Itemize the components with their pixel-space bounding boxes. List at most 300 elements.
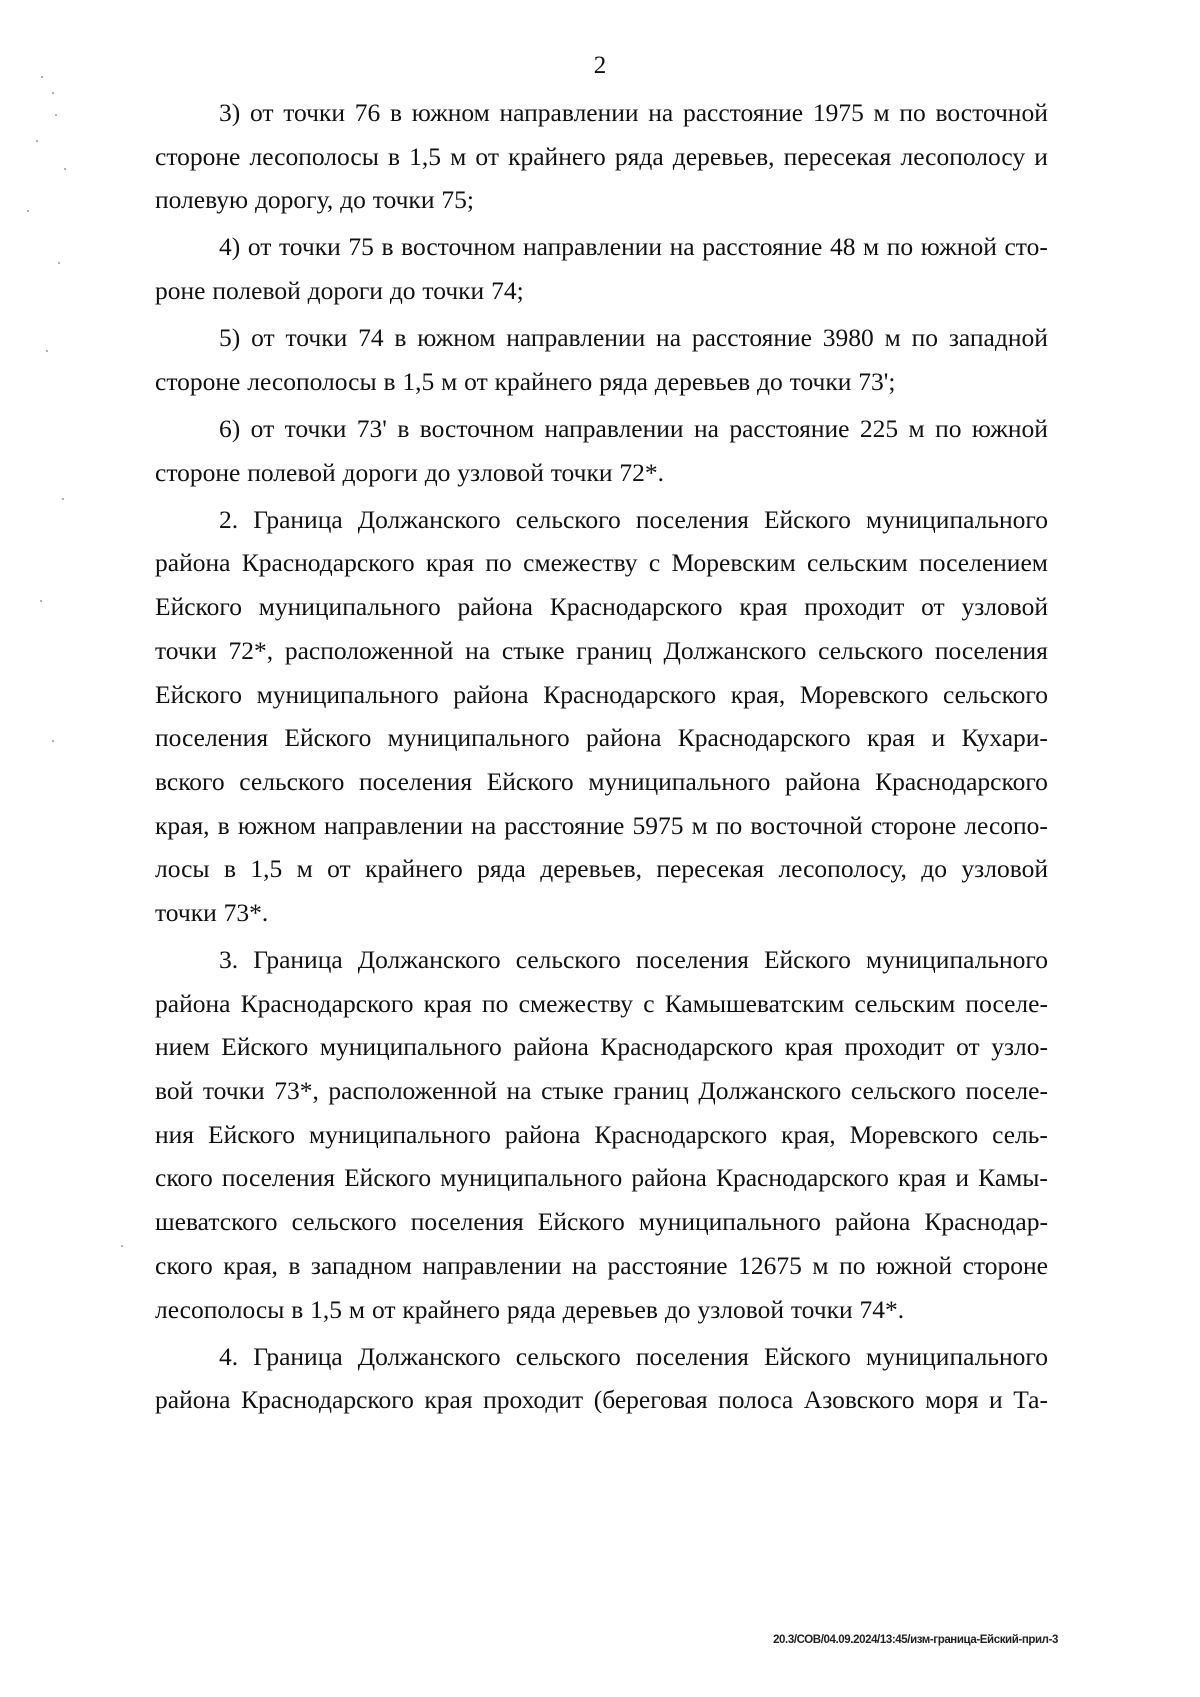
word: района bbox=[155, 1385, 231, 1415]
word: пересекая bbox=[656, 854, 765, 884]
word: края bbox=[423, 988, 472, 1018]
word: 48 bbox=[829, 232, 856, 262]
word: края, bbox=[781, 1119, 836, 1149]
word: направлении bbox=[422, 1250, 562, 1280]
word: лесополосу bbox=[900, 141, 1026, 171]
word: границ bbox=[576, 635, 652, 665]
word: Должанского bbox=[357, 1341, 501, 1371]
word: южной bbox=[875, 1250, 953, 1280]
word: м bbox=[812, 1250, 829, 1280]
word: 1,5 bbox=[402, 366, 435, 396]
word: границ bbox=[613, 1076, 689, 1106]
word: точки bbox=[790, 1294, 853, 1324]
word: края, bbox=[730, 679, 786, 709]
word: муниципального bbox=[387, 723, 570, 753]
text-line bbox=[155, 225, 1048, 269]
word: проходит bbox=[483, 1385, 584, 1415]
word: от bbox=[921, 592, 945, 622]
word: смежеству bbox=[523, 548, 638, 578]
word: точки bbox=[789, 366, 852, 396]
word: ряда bbox=[614, 141, 664, 171]
word: поселе- bbox=[965, 988, 1048, 1018]
scan-speck bbox=[64, 168, 66, 170]
word: до bbox=[389, 276, 416, 306]
word: узловой bbox=[961, 854, 1048, 884]
word: муниципального bbox=[440, 1163, 623, 1193]
word: точки bbox=[285, 323, 348, 353]
word: моря bbox=[925, 1385, 979, 1415]
word: в bbox=[223, 854, 236, 884]
word: Камы- bbox=[978, 1163, 1048, 1193]
word: Должанского bbox=[663, 635, 807, 665]
word: южном bbox=[237, 810, 316, 840]
word: восточной bbox=[935, 98, 1048, 127]
word: м bbox=[441, 366, 458, 396]
scan-speck bbox=[55, 114, 57, 116]
word: 3. bbox=[219, 945, 239, 975]
scan-speck bbox=[58, 262, 60, 264]
word: поселения bbox=[359, 766, 473, 796]
word: точки bbox=[372, 185, 435, 215]
word: сельского bbox=[942, 679, 1048, 709]
word: края, bbox=[155, 810, 210, 840]
word: Кухари- bbox=[961, 723, 1048, 753]
word: сельского bbox=[239, 766, 345, 796]
word: и bbox=[1034, 141, 1048, 171]
word: 4. bbox=[219, 1341, 239, 1371]
page-number: 2 bbox=[593, 52, 607, 79]
word: южной bbox=[971, 413, 1048, 443]
word: 73*, bbox=[274, 1076, 319, 1106]
word: в bbox=[387, 141, 401, 171]
word: Краснодар- bbox=[924, 1207, 1048, 1237]
word: сельским bbox=[854, 988, 956, 1018]
word: м bbox=[863, 232, 880, 262]
word: сельского bbox=[291, 1207, 397, 1237]
word: лесополосы bbox=[155, 1294, 285, 1324]
text-line bbox=[155, 891, 1048, 935]
word: расположенной bbox=[284, 635, 454, 665]
word: стороне bbox=[155, 141, 241, 171]
word: м bbox=[691, 810, 708, 840]
word: Краснодарского bbox=[600, 1032, 774, 1062]
word: 2. bbox=[219, 504, 239, 534]
word: в bbox=[381, 232, 394, 262]
word: в bbox=[383, 366, 396, 396]
word: направлении bbox=[506, 323, 646, 353]
word: Ейского bbox=[284, 723, 372, 753]
word: на bbox=[693, 413, 719, 443]
word: лесополосы bbox=[249, 141, 379, 171]
word: муниципального bbox=[638, 1207, 821, 1237]
word: узловой bbox=[961, 592, 1048, 622]
text-line bbox=[155, 498, 1048, 542]
word: края, bbox=[223, 1250, 278, 1280]
word: до bbox=[664, 1294, 691, 1324]
word: стороне bbox=[962, 1250, 1048, 1280]
word: поселением bbox=[919, 548, 1048, 578]
word: сельского bbox=[850, 1076, 956, 1106]
word: сельского bbox=[515, 504, 621, 534]
word: и bbox=[955, 1163, 969, 1193]
word: поселения bbox=[410, 1207, 524, 1237]
word: от bbox=[247, 232, 272, 262]
word: сельским bbox=[807, 548, 908, 578]
word: 75; bbox=[441, 185, 474, 215]
word: поселения bbox=[934, 635, 1048, 665]
word: в bbox=[389, 98, 402, 127]
word: сто- bbox=[1004, 232, 1048, 262]
word: 73' bbox=[356, 413, 387, 443]
word: края bbox=[784, 1032, 833, 1062]
word: Граница bbox=[253, 1341, 343, 1371]
word: проходит bbox=[804, 592, 905, 622]
word: вой bbox=[155, 1076, 194, 1106]
word: ряда bbox=[477, 854, 526, 884]
word: точки bbox=[155, 635, 217, 665]
word: направлении bbox=[499, 98, 639, 127]
word: расположенной bbox=[328, 1076, 497, 1106]
word: расстояние bbox=[682, 98, 804, 127]
word: поселения bbox=[635, 504, 749, 534]
word: Ейского bbox=[221, 1032, 309, 1062]
word: по bbox=[485, 548, 512, 578]
word: ского bbox=[155, 1163, 213, 1193]
text-line bbox=[155, 1244, 1048, 1288]
scan-speck bbox=[52, 92, 54, 94]
text-line bbox=[155, 847, 1048, 891]
text-line bbox=[155, 1288, 1048, 1332]
word: до bbox=[424, 457, 451, 487]
word: направлении bbox=[324, 810, 464, 840]
word: ряда bbox=[599, 366, 648, 396]
word: м bbox=[348, 1294, 366, 1324]
word: крайнего bbox=[365, 854, 463, 884]
word: на bbox=[465, 635, 491, 665]
word: лесополосы bbox=[247, 366, 377, 396]
word: Краснодарского bbox=[715, 1163, 889, 1193]
word: Ейского bbox=[537, 1207, 625, 1237]
word: деревьев, bbox=[672, 141, 775, 171]
word: Моревского bbox=[799, 679, 929, 709]
text-line bbox=[155, 760, 1048, 804]
scan-speck bbox=[46, 350, 48, 352]
word: поселения bbox=[221, 1163, 335, 1193]
word: западной bbox=[948, 323, 1048, 353]
word: м bbox=[908, 413, 925, 443]
word: стороне bbox=[155, 366, 241, 396]
word: деревьев, bbox=[540, 854, 643, 884]
word: 75 bbox=[348, 232, 374, 262]
word: стыке bbox=[501, 635, 565, 665]
word: роне bbox=[155, 276, 206, 306]
word: в bbox=[291, 1294, 304, 1324]
word: на bbox=[471, 810, 497, 840]
word: дорогу, bbox=[254, 185, 334, 215]
word: по bbox=[935, 413, 962, 443]
word: расстояние bbox=[729, 413, 850, 443]
word: деревьев bbox=[654, 366, 751, 396]
word: от bbox=[956, 1032, 980, 1062]
word: стороне bbox=[155, 457, 241, 487]
word: пересекая bbox=[783, 141, 892, 171]
word: полевой bbox=[212, 276, 301, 306]
document-body bbox=[155, 91, 1048, 1422]
word: поселе- bbox=[965, 1076, 1048, 1106]
word: расстояние bbox=[504, 810, 625, 840]
text-line bbox=[155, 269, 1048, 313]
word: сель- bbox=[992, 1119, 1048, 1149]
word: шеватского bbox=[155, 1207, 278, 1237]
word: точки bbox=[155, 897, 217, 927]
word: расстояние bbox=[607, 1250, 728, 1280]
word: Краснодарского bbox=[677, 723, 851, 753]
word: Ейского bbox=[208, 1119, 295, 1149]
word: поселения bbox=[635, 1341, 749, 1371]
word: по bbox=[911, 323, 938, 353]
word: на bbox=[656, 323, 682, 353]
word: с bbox=[648, 548, 661, 578]
text-line bbox=[155, 673, 1048, 717]
word: Ейского bbox=[763, 1341, 851, 1371]
word: деревьев bbox=[562, 1294, 658, 1324]
word: и bbox=[988, 1385, 1003, 1415]
word: района bbox=[457, 592, 533, 622]
word: крайнего bbox=[494, 366, 593, 396]
word: района bbox=[784, 766, 861, 796]
word: ского bbox=[155, 1250, 213, 1280]
word: 1975 bbox=[812, 98, 864, 127]
word: 1,5 bbox=[250, 854, 283, 884]
word: м bbox=[873, 98, 890, 127]
word: 225 bbox=[859, 413, 899, 443]
word: края bbox=[897, 1163, 947, 1193]
word: Должанского bbox=[698, 1076, 842, 1106]
word: дороги bbox=[307, 276, 383, 306]
word: и bbox=[931, 723, 946, 753]
word: района bbox=[155, 548, 231, 578]
word: ряда bbox=[506, 1294, 556, 1324]
word: от bbox=[249, 98, 274, 127]
word: на bbox=[506, 1076, 532, 1106]
text-line bbox=[155, 1200, 1048, 1244]
text-line bbox=[155, 135, 1048, 179]
word: муниципального bbox=[319, 1032, 502, 1062]
document-footer-code: 20.3/СОВ/04.09.2024/13:45/изм-граница-Ейский-прил-3 bbox=[773, 1634, 1058, 1646]
text-line bbox=[155, 1335, 1048, 1379]
word: в bbox=[217, 810, 230, 840]
scan-speck bbox=[36, 140, 38, 142]
word: района bbox=[513, 1032, 589, 1062]
text-line bbox=[155, 1156, 1048, 1200]
text-line bbox=[155, 91, 1048, 135]
word: 5975 bbox=[632, 810, 684, 840]
word: Краснодарского bbox=[543, 679, 717, 709]
word: полевую bbox=[155, 185, 249, 215]
word: проходит bbox=[844, 1032, 945, 1062]
word: м bbox=[884, 323, 901, 353]
scan-speck bbox=[62, 498, 64, 500]
word: 74*. bbox=[859, 1294, 905, 1324]
word: направлении bbox=[523, 232, 663, 262]
word: Камышеватским bbox=[664, 988, 845, 1018]
word: полевой bbox=[247, 457, 336, 487]
word: точки bbox=[422, 276, 485, 306]
word: смежеству bbox=[518, 988, 634, 1018]
word: района bbox=[155, 988, 231, 1018]
word: Должанского bbox=[357, 504, 501, 534]
word: Ейского bbox=[344, 1163, 432, 1193]
word: нием bbox=[155, 1032, 210, 1062]
text-line bbox=[155, 1378, 1048, 1422]
word: лосы bbox=[155, 854, 210, 884]
word: Ейского bbox=[763, 945, 851, 975]
word: по bbox=[715, 810, 743, 840]
word: по bbox=[482, 988, 509, 1018]
word: сельского bbox=[818, 635, 924, 665]
word: крайнего bbox=[508, 141, 606, 171]
text-line bbox=[155, 541, 1048, 585]
word: южном bbox=[417, 323, 496, 353]
word: по bbox=[899, 98, 926, 127]
word: от bbox=[250, 413, 275, 443]
word: (береговая bbox=[593, 1385, 708, 1415]
word: сельского bbox=[515, 1341, 621, 1371]
word: 1,5 bbox=[409, 141, 442, 171]
text-line bbox=[155, 360, 1048, 404]
word: Ейского bbox=[155, 592, 242, 622]
text-line bbox=[155, 716, 1048, 760]
word: муниципального bbox=[308, 1119, 491, 1149]
word: Ейского bbox=[155, 679, 242, 709]
word: Азовского bbox=[803, 1385, 915, 1415]
word: муниципального bbox=[258, 592, 441, 622]
word: от bbox=[251, 323, 275, 353]
scan-speck bbox=[40, 600, 42, 602]
word: района bbox=[504, 1119, 581, 1149]
word: с bbox=[643, 988, 655, 1018]
word: южной bbox=[920, 232, 997, 262]
word: края bbox=[424, 1385, 473, 1415]
text-line bbox=[155, 1025, 1048, 1069]
word: 76 bbox=[354, 98, 381, 127]
word: в bbox=[397, 413, 410, 443]
word: 74 bbox=[358, 323, 384, 353]
word: 4) bbox=[219, 232, 241, 262]
word: м bbox=[450, 141, 467, 171]
word: 72*. bbox=[619, 457, 664, 487]
word: Граница bbox=[253, 945, 343, 975]
word: 1,5 bbox=[310, 1294, 343, 1324]
word: лесополосу, bbox=[778, 854, 907, 884]
word: Краснодарского bbox=[594, 1119, 768, 1149]
word: 5) bbox=[219, 323, 241, 353]
word: на bbox=[572, 1250, 597, 1280]
word: узло- bbox=[991, 1032, 1048, 1062]
text-line bbox=[155, 982, 1048, 1026]
word: в bbox=[394, 323, 407, 353]
word: Моревского bbox=[849, 1119, 979, 1149]
word: крайнего bbox=[402, 1294, 501, 1324]
scan-speck bbox=[27, 210, 29, 212]
word: точки bbox=[279, 232, 341, 262]
word: Краснодарского bbox=[875, 766, 1048, 796]
word: Ейского bbox=[486, 766, 574, 796]
word: Та- bbox=[1013, 1385, 1048, 1415]
word: Краснодарского bbox=[241, 548, 415, 578]
word: района bbox=[453, 679, 529, 709]
scan-speck bbox=[52, 740, 54, 742]
word: лесопо- bbox=[964, 810, 1048, 840]
word: муниципального bbox=[865, 504, 1048, 534]
word: 12675 bbox=[738, 1250, 802, 1280]
word: муниципального bbox=[588, 766, 771, 796]
word: восточном bbox=[401, 232, 516, 262]
word: муниципального bbox=[865, 1341, 1048, 1371]
text-line bbox=[155, 629, 1048, 673]
word: до bbox=[921, 854, 948, 884]
word: сельского bbox=[515, 945, 621, 975]
word: направлении bbox=[544, 413, 684, 443]
word: в bbox=[288, 1250, 301, 1280]
text-line bbox=[155, 178, 1048, 222]
word: муниципального bbox=[865, 945, 1048, 975]
word: расстояние bbox=[691, 323, 812, 353]
word: восточном bbox=[419, 413, 535, 443]
word: до bbox=[757, 366, 783, 396]
word: края bbox=[739, 592, 788, 622]
word: точки bbox=[202, 1076, 265, 1106]
word: 3) bbox=[219, 98, 241, 127]
word: Краснодарского bbox=[240, 988, 414, 1018]
word: 3980 bbox=[822, 323, 874, 353]
word: до bbox=[340, 185, 366, 215]
word: района bbox=[631, 1163, 707, 1193]
scan-speck bbox=[121, 1245, 123, 1247]
word: дороги bbox=[342, 457, 418, 487]
word: Ейского bbox=[763, 504, 851, 534]
word: на bbox=[648, 98, 674, 127]
word: точки bbox=[550, 457, 613, 487]
word: стыке bbox=[541, 1076, 604, 1106]
word: поселения bbox=[155, 723, 269, 753]
word: Граница bbox=[253, 504, 343, 534]
word: Моревским bbox=[671, 548, 796, 578]
word: муниципального bbox=[256, 679, 439, 709]
word: полоса bbox=[718, 1385, 794, 1415]
word: точки bbox=[284, 413, 347, 443]
word: точки bbox=[283, 98, 346, 127]
text-line bbox=[155, 804, 1048, 848]
text-line bbox=[155, 585, 1048, 629]
word: 6) bbox=[219, 413, 241, 443]
text-line bbox=[155, 1069, 1048, 1113]
word: Должанского bbox=[357, 945, 501, 975]
word: вского bbox=[155, 766, 225, 796]
word: 73*. bbox=[223, 897, 269, 927]
word: района bbox=[586, 723, 662, 753]
word: по bbox=[839, 1250, 866, 1280]
word: края bbox=[425, 548, 475, 578]
text-line bbox=[155, 407, 1048, 451]
word: узловой bbox=[697, 1294, 784, 1324]
word: от bbox=[464, 366, 488, 396]
word: от bbox=[371, 1294, 396, 1324]
word: южном bbox=[411, 98, 490, 127]
word: восточной bbox=[750, 810, 863, 840]
text-line bbox=[155, 938, 1048, 982]
word: на bbox=[669, 232, 695, 262]
